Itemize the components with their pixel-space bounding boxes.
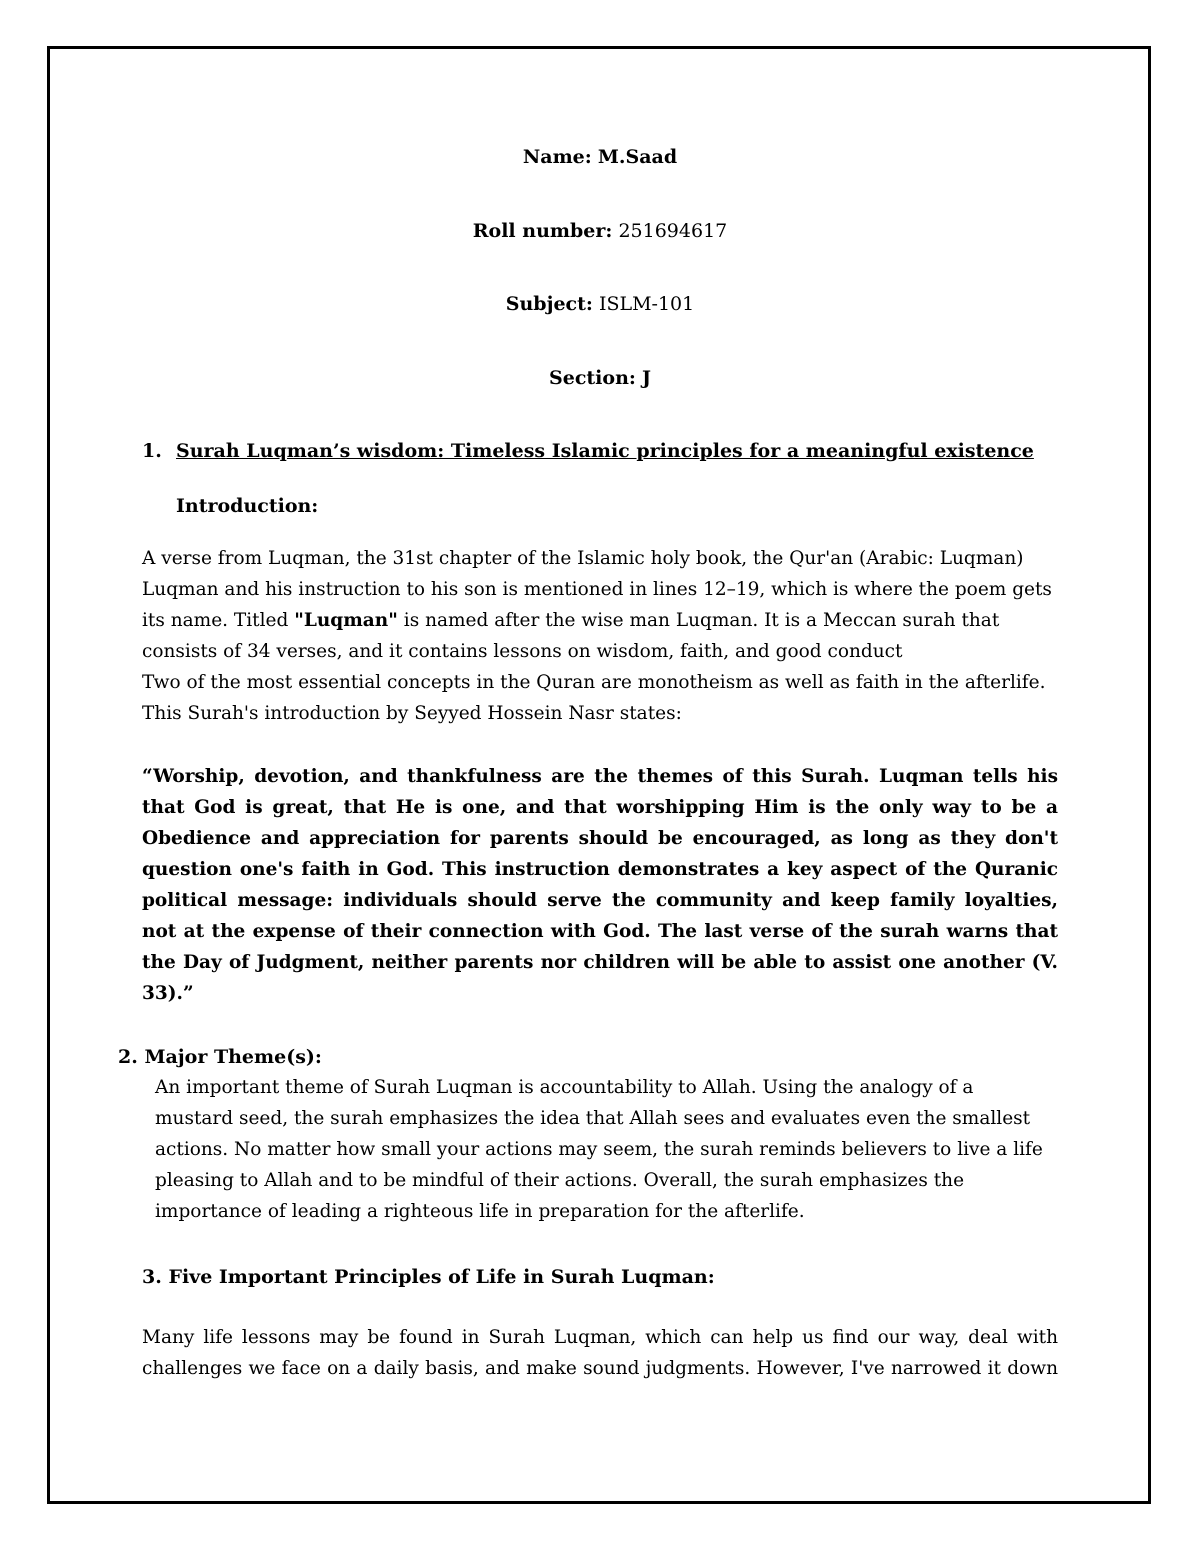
subject-label: Subject:	[505, 293, 593, 315]
quote-line-8: 33).”	[142, 983, 194, 1004]
quote-line-3: Obedience and appreciation for parents should be encouraged, as long as they don't	[142, 828, 1058, 849]
nasr-quote	[142, 761, 1058, 1009]
intro-line-3-start: its name. Titled	[142, 610, 295, 631]
quote-line-7: the Day of Judgment, neither parents nor children will be able to assist one another (V.	[142, 952, 1058, 973]
section-1-number: 1.	[142, 440, 162, 462]
quote-line-1: “Worship, devotion, and thankfulness are the themes of this Surah. Luqman tells his	[142, 766, 1058, 787]
quote-line-6: not at the expense of their connection with God. The last verse of the surah warns that	[142, 921, 1058, 942]
principles-line-2: challenges we face on a daily basis, and make sound judgments. However, I've narrowed it down	[142, 1358, 1058, 1379]
section-2-heading: 2. Major Theme(s):	[118, 1046, 322, 1068]
roll-number-value: 251694617	[618, 220, 728, 242]
theme-line-2: mustard seed, the surah emphasizes the idea that Allah sees and evaluates even the smallest	[155, 1108, 1031, 1129]
intro-line-6: This Surah's introduction by Seyyed Hossein Nasr states:	[142, 703, 682, 724]
intro-line-4: consists of 34 verses, and it contains lessons on wisdom, faith, and good conduct	[142, 641, 903, 662]
intro-line-1: A verse from Luqman, the 31st chapter of the Islamic holy book, the Qur'an (Arabic: Luqman)	[142, 548, 1024, 569]
principles-paragraph	[142, 1322, 1058, 1384]
quote-line-2: that God is great, that He is one, and that worshipping Him is the only way to be a	[142, 797, 1058, 818]
introduction-paragraph	[142, 543, 1062, 729]
section-value: J	[641, 367, 651, 389]
quote-line-5: political message: individuals should serve the community and keep family loyalties,	[142, 890, 1058, 911]
principles-line-1: Many life lessons may be found in Surah Luqman, which can help us find our way, deal with	[142, 1327, 1058, 1348]
introduction-label: Introduction:	[176, 495, 319, 517]
section-1-heading	[142, 439, 1034, 463]
name-value: M.Saad	[597, 146, 678, 168]
name-line	[0, 145, 1200, 169]
roll-number-label: Roll number:	[472, 220, 613, 242]
theme-line-4: pleasing to Allah and to be mindful of their actions. Overall, the surah emphasizes the	[155, 1170, 965, 1191]
theme-line-5: importance of leading a righteous life in preparation for the afterlife.	[155, 1201, 805, 1222]
intro-line-3-end: is named after the wise man Luqman. It is a Meccan surah that	[397, 610, 1000, 631]
section-3-heading: 3. Five Important Principles of Life in Surah Luqman:	[142, 1266, 715, 1288]
section-1-title: Surah Luqman’s wisdom: Timeless Islamic principles for a meaningful existence	[176, 440, 1034, 462]
section-label: Section:	[549, 367, 636, 389]
roll-number-line	[0, 219, 1200, 243]
subject-value: ISLM-101	[598, 293, 695, 315]
section-line	[0, 366, 1200, 390]
theme-line-3: actions. No matter how small your actions may seem, the surah reminds believers to live a life	[155, 1139, 1043, 1160]
intro-line-5: Two of the most essential concepts in the Quran are monotheism as well as faith in the afterlife.	[142, 672, 1046, 693]
intro-line-3	[142, 605, 1062, 636]
subject-line	[0, 292, 1200, 316]
major-themes-paragraph	[155, 1072, 1055, 1227]
name-label: Name:	[522, 146, 592, 168]
luqman-title: "Luqman"	[294, 610, 398, 631]
quote-line-4: question one's faith in God. This instruction demonstrates a key aspect of the Quranic	[142, 859, 1058, 880]
intro-line-2: Luqman and his instruction to his son is mentioned in lines 12–19, which is where the poem gets	[142, 579, 1052, 600]
theme-line-1: An important theme of Surah Luqman is accountability to Allah. Using the analogy of a	[155, 1077, 974, 1098]
